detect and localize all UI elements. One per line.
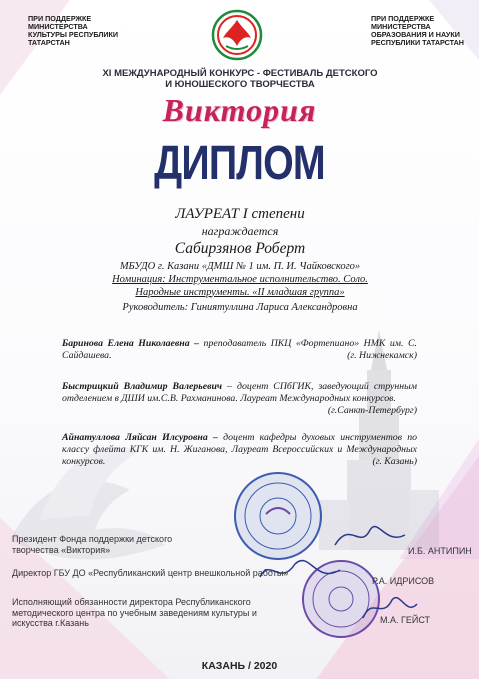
city-year-footer: КАЗАНЬ / 2020: [201, 660, 278, 672]
jury-member-name: Баринова Елена Николаевна –: [62, 338, 200, 349]
laureate-degree: ЛАУРЕАТ I степени: [175, 206, 305, 222]
jury-member: [62, 381, 417, 418]
support-education-ministry: ПРИ ПОДДЕРЖКЕ МИНИСТЕРСТВА ОБРАЗОВАНИЯ И НАУКИ РЕСПУБЛИКИ ТАТАРСТАН: [371, 14, 465, 47]
round-stamp-icon: [232, 470, 324, 562]
jury-member-name: Айнатуллова Ляйсан Илсуровна –: [62, 432, 218, 443]
signatory-name: И.Б. АНТИПИН: [408, 546, 472, 556]
diploma-title: ДИПЛОМ: [154, 137, 325, 190]
signature-scribble: [330, 515, 410, 555]
signatory-name: М.А. ГЕЙСТ: [380, 615, 431, 625]
nomination-line: Номинация: Инструментальное исполнительство. Соло.: [112, 274, 368, 285]
festival-brand: Виктория: [162, 92, 317, 128]
contest-title: [60, 68, 420, 90]
jury-member-city: (г. Казань): [372, 456, 417, 468]
signatory-role: Исполняющий обязанности директора Республиканского методического центра по учебным заведениям культуры и искусства г.Казань: [12, 597, 257, 628]
jury-member-name: Быстрицкий Владимир Валерьевич: [62, 381, 223, 392]
nomination: [40, 274, 440, 299]
jury-member-city: (г. Нижнекамск): [347, 350, 417, 362]
contest-title-line: XI МЕЖДУНАРОДНЫЙ КОНКУРС - ФЕСТИВАЛЬ ДЕТСКОГО: [102, 68, 378, 79]
signatory-role: Директор ГБУ ДО «Республиканский центр внешкольной работы»: [12, 568, 289, 578]
support-culture-ministry: ПРИ ПОДДЕРЖКЕ МИНИСТЕРСТВА КУЛЬТУРЫ РЕСПУБЛИКИ ТАТАРСТАН: [28, 14, 119, 47]
jury-member-city: (г.Санкт-Петербург): [327, 405, 417, 417]
contest-title-line: И ЮНОШЕСКОГО ТВОРЧЕСТВА: [165, 79, 315, 90]
jury-member-description: доцент кафедры духовых инструментов по классу флейта КГК им. Н. Жиганова, Лауреат Всероссийских и Международных конкурсов.: [62, 432, 418, 468]
jury-member: [62, 338, 417, 362]
tatarstan-logo-icon: [206, 8, 268, 63]
signatory-name: Р.А. ИДРИСОВ: [372, 576, 435, 586]
signatory-role: Президент Фонда поддержки детского творчества «Виктория»: [12, 534, 173, 555]
jury-member: [62, 432, 417, 469]
jury-member-description: преподаватель ПКЦ «Фортепиано» НМК им. С. Сайдашева.: [62, 338, 417, 362]
jury-member-description: – доцент СПбГИК, заведующий струнным отделением в ДШИ им.С.В. Рахманинова. Лауреат Международных конкурсов.: [62, 381, 417, 405]
teacher-name: Руководитель: Гиниятуллина Лариса Александровна: [122, 302, 358, 313]
recipient-name: Сабирзянов Роберт: [174, 240, 306, 257]
nomination-line: Народные инструменты. «II младшая группа»: [135, 286, 345, 298]
awarded-label: награждается: [201, 224, 279, 238]
school-name: МБУДО г. Казани «ДМШ № 1 им. П. И. Чайковского»: [119, 261, 361, 272]
